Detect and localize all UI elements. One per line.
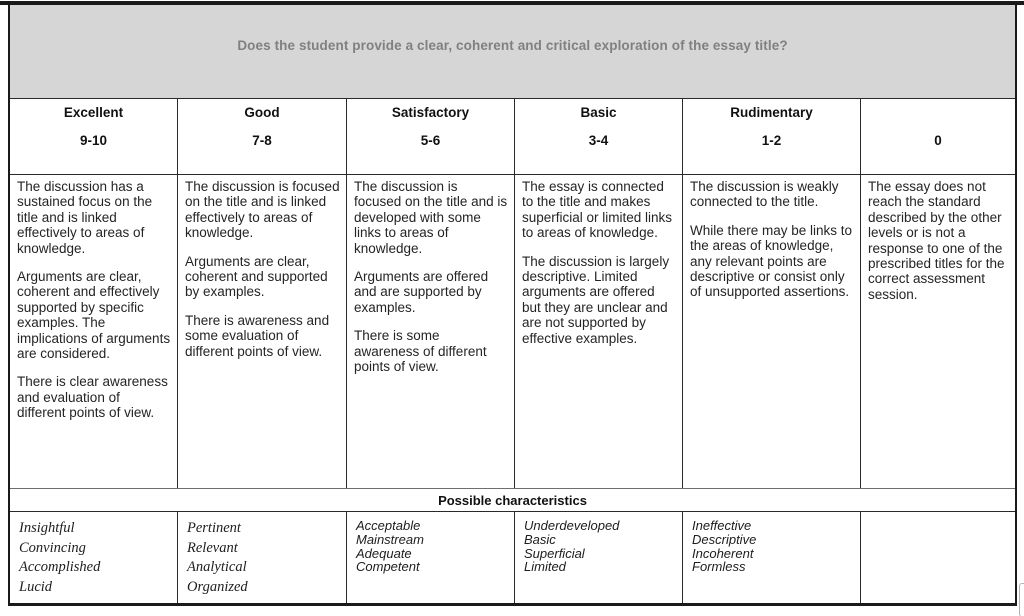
level-label: Basic bbox=[580, 105, 617, 120]
criteria-paragraph: The discussion has a sustained focus on the title and is linked effectively to areas of knowledge. bbox=[17, 179, 153, 256]
characteristic-item: Pertinent bbox=[187, 520, 241, 536]
characteristic-item: Analytical bbox=[187, 559, 247, 575]
criteria-paragraph: While there may be links to the areas of knowledge, any relevant points are descriptive or consist only of unsupported assertions. bbox=[690, 222, 853, 300]
characteristic-item: Mainstream bbox=[356, 531, 424, 547]
criteria-cell-basic bbox=[515, 175, 683, 488]
criteria-paragraph: The discussion is weakly connected to the title. bbox=[690, 179, 839, 210]
characteristic-item: Limited bbox=[524, 559, 566, 575]
characteristics-cell-zero bbox=[861, 512, 1015, 603]
column-header-good bbox=[178, 99, 347, 174]
characteristic-item: Ineffective bbox=[692, 518, 752, 533]
characteristics-row bbox=[10, 512, 1015, 603]
characteristic-item: Acceptable bbox=[356, 518, 421, 533]
criteria-paragraph: The discussion is focused on the title and is linked effectively to areas of knowledge. bbox=[185, 179, 340, 241]
characteristic-item: Incoherent bbox=[692, 545, 754, 561]
criteria-paragraph: There is some awareness of different points of view. bbox=[354, 328, 487, 375]
characteristic-item: Relevant bbox=[187, 539, 238, 556]
question-banner bbox=[10, 5, 1015, 99]
column-header-zero bbox=[861, 99, 1015, 174]
level-label: Good bbox=[244, 105, 280, 120]
criteria-paragraph: Arguments are clear, coherent and effectively supported by specific examples. The implications of arguments are considered. bbox=[17, 269, 171, 362]
level-label: Excellent bbox=[63, 105, 124, 120]
characteristic-item: Insightful bbox=[19, 520, 75, 536]
criteria-cell-zero bbox=[861, 175, 1015, 488]
criteria-paragraph: Arguments are offered and are supported by examples. bbox=[354, 269, 489, 315]
characteristic-item: Lucid bbox=[19, 578, 53, 595]
characteristic-item: Adequate bbox=[356, 545, 412, 561]
level-label bbox=[861, 105, 1015, 121]
criteria-paragraph: The discussion is focused on the title and is developed with some links to areas of knowledge. bbox=[354, 179, 508, 256]
score-range: 1-2 bbox=[761, 133, 782, 148]
criteria-cell-excellent bbox=[10, 175, 178, 488]
score-range: 3-4 bbox=[588, 133, 609, 148]
criteria-paragraph: There is clear awareness and evaluation of different points of view. bbox=[17, 374, 168, 421]
criteria-paragraph: There is awareness and some evaluation of different points of view. bbox=[185, 312, 330, 359]
criteria-paragraph: The essay is connected to the title and makes superficial or limited links to areas of knowledge. bbox=[522, 179, 673, 241]
column-header-rudimentary bbox=[683, 99, 861, 174]
characteristics-cell-excellent bbox=[10, 512, 178, 603]
score-range: 0 bbox=[934, 133, 942, 148]
level-label: Rudimentary bbox=[730, 105, 813, 120]
column-header-basic bbox=[515, 99, 683, 174]
criteria-paragraph: The discussion is largely descriptive. Limited arguments are offered but they are unclear and are not supported by effective examples. bbox=[522, 253, 670, 346]
cropped-ui-fragment bbox=[1019, 583, 1024, 616]
criteria-row bbox=[10, 175, 1015, 488]
column-header-satisfactory bbox=[347, 99, 515, 174]
criteria-cell-satisfactory bbox=[347, 175, 515, 488]
characteristics-cell-basic bbox=[515, 512, 683, 603]
characteristics-cell-satisfactory bbox=[347, 512, 515, 603]
criteria-cell-good bbox=[178, 175, 347, 488]
score-range: 9-10 bbox=[79, 133, 108, 148]
characteristics-cell-good bbox=[178, 512, 347, 603]
characteristic-item: Formless bbox=[692, 559, 746, 575]
characteristic-item: Basic bbox=[524, 531, 556, 547]
criteria-cell-rudimentary bbox=[683, 175, 861, 488]
criteria-paragraph: Arguments are clear, coherent and supported by examples. bbox=[185, 253, 328, 300]
possible-characteristics-row bbox=[10, 488, 1015, 512]
criteria-paragraph: The essay does not reach the standard described by the other levels or is not a response to one of the prescribed titles for the correct assessment session. bbox=[868, 179, 1005, 302]
score-range: 5-6 bbox=[420, 133, 441, 148]
column-header-excellent bbox=[10, 99, 178, 174]
characteristic-item: Competent bbox=[356, 559, 420, 575]
level-label: Satisfactory bbox=[391, 105, 470, 120]
score-range: 7-8 bbox=[252, 133, 272, 148]
header-row bbox=[10, 99, 1015, 175]
possible-characteristics-label: Possible characteristics bbox=[438, 492, 587, 508]
characteristic-item: Accomplished bbox=[19, 559, 101, 575]
characteristic-item: Organized bbox=[187, 578, 248, 595]
characteristic-item: Descriptive bbox=[692, 531, 757, 547]
rubric-table bbox=[8, 5, 1017, 606]
characteristic-item: Convincing bbox=[19, 539, 86, 556]
characteristics-cell-rudimentary bbox=[683, 512, 861, 603]
question-text: Does the student provide a clear, coherent and critical exploration of the essay title? bbox=[237, 38, 788, 53]
characteristic-item: Underdeveloped bbox=[524, 518, 620, 533]
characteristic-item: Superficial bbox=[524, 545, 585, 561]
